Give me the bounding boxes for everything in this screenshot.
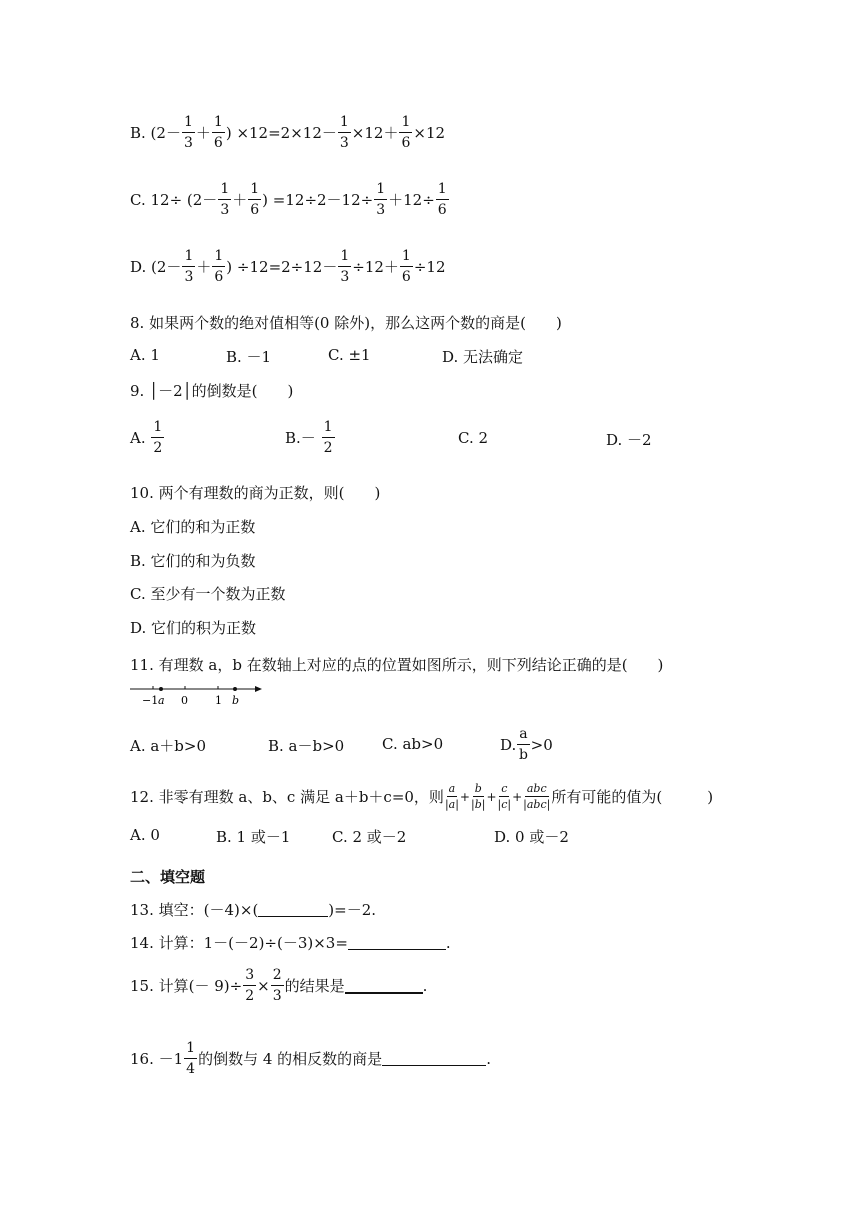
q10-stem: 10. 两个有理数的商为正数，则( ) [130,484,381,502]
fraction: $\frac{1}{6}$ [213,114,223,151]
point-a [159,687,163,691]
fraction: $\frac{a}{b}$ [518,726,528,763]
q8-option-d: D. 无法确定 [442,348,524,366]
fraction: $\frac{3}{2}$ [245,967,255,1004]
fraction: $\frac{1}{3}$ [339,114,349,151]
arrow-right-icon [255,686,262,692]
fraction: $\frac{1}{6}$ [437,181,447,218]
q7-option-c: C. 12÷ (2－ $\frac{1}{3}$ ＋ $\frac{1}{6}$ ) =12÷2－12÷ $\frac{1}{3}$ ＋12÷ $\frac{1}{6}$ [130,181,447,218]
q9-option-d: D. －2 [606,431,652,449]
q7-option-d: D. (2－ $\frac{1}{3}$ ＋ $\frac{1}{6}$ ) ÷12=2÷12－ $\frac{1}{3}$ ÷12＋ $\frac{1}{6}$ ÷12 [130,248,446,285]
q7-option-b: B. (2－ $\frac{1}{3}$ ＋ $\frac{1}{6}$ ) ×12=2×12－ $\frac{1}{3}$ ×12＋ $\frac{1}{6}$ ×12 [130,114,446,151]
q8-option-c: C. ±1 [328,346,371,364]
q11-option-b: B. a－b>0 [268,737,345,755]
text: B. (2－ [130,124,181,142]
q10-option-d: D. 它们的积为正数 [130,619,257,637]
q9-option-a: A. $\frac{1}{2}$ [130,419,163,456]
answer-blank[interactable] [382,1051,486,1066]
fraction: $\frac{1}{3}$ [184,248,194,285]
q11-option-c: C. ab>0 [382,735,444,753]
section-heading: 二、填空题 [130,868,206,886]
fraction: $\frac{a}{|a|}$ [444,782,459,811]
q8-stem: 8. 如果两个数的绝对值相等(0 除外)，那么这两个数的商是( ) [130,314,562,332]
fraction: $\frac{1}{6}$ [214,248,224,285]
q10-option-c: C. 至少有一个数为正数 [130,585,286,603]
q11-option-a: A. a＋b>0 [130,737,207,755]
q9-option-b: B.－ $\frac{1}{2}$ [285,419,333,456]
q12-option-a: A. 0 [130,826,160,844]
point-b [233,687,237,691]
label-one: 1 [215,694,222,707]
q16: 16. －1 $\frac{1}{4}$ 的倒数与 4 的相反数的商是 . [130,1040,491,1077]
label-a: a [158,694,165,707]
number-line-figure [128,680,268,708]
answer-blank[interactable] [345,978,423,994]
q14: 14. 计算：1－(－2)÷(－3)×3= . [130,933,451,952]
fraction: $\frac{1}{3}$ [220,181,230,218]
fraction: $\frac{1}{3}$ [376,181,386,218]
fraction: $\frac{\text{abc}}{\text{|abc|}}$ [523,782,551,811]
q9-option-c: C. 2 [458,429,489,447]
label-minus-one: −1 [142,694,159,707]
fraction: $\frac{b}{|b|}$ [470,782,486,811]
q11-option-d: D. $\frac{a}{b}$ >0 [500,726,553,763]
fraction: $\frac{1}{6}$ [401,114,411,151]
fraction: $\frac{1}{6}$ [250,181,260,218]
fraction: $\frac{1}{2}$ [153,419,163,456]
q11-stem: 11. 有理数 a，b 在数轴上对应的点的位置如图所示，则下列结论正确的是( ) [130,656,664,674]
fraction: $\frac{1}{4}$ [186,1040,196,1077]
q9-stem: 9. │－2│的倒数是( ) [130,382,294,400]
fraction: $\frac{c}{|c|}$ [497,782,512,811]
fraction: $\frac{1}{2}$ [323,419,333,456]
fraction: $\frac{1}{6}$ [401,248,411,285]
q12-option-b: B. 1 或－1 [216,828,291,846]
label-b: b [232,694,240,707]
q13: 13. 填空：(－4)×( )=－2. [130,901,377,919]
q15: 15. 计算(－ 9)÷ $\frac{3}{2}$ × $\frac{2}{3}$ 的结果是 . [130,967,428,1004]
q10-option-a: A. 它们的和为正数 [130,518,256,536]
q8-option-a: A. 1 [130,346,160,364]
q10-option-b: B. 它们的和为负数 [130,552,256,570]
label-zero: 0 [181,694,188,707]
fraction: $\frac{1}{3}$ [340,248,350,285]
q12-stem: 12. 非零有理数 a、b、c 满足 a＋b＋c=0，则 $\frac{a}{|a|}$ + $\frac{b}{|b|}$ + $\frac{c}{|c|}$ + $\frac{\text{abc}}{\text{|abc|}}$ 所有可能的值为( ) [130,782,714,811]
q12-option-c: C. 2 或－2 [332,828,407,846]
fraction: $\frac{1}{3}$ [183,114,193,151]
fraction: $\frac{2}{3}$ [272,967,282,1004]
q12-option-d: D. 0 或－2 [494,828,569,846]
answer-blank[interactable] [258,902,328,917]
q8-option-b: B. －1 [226,348,272,366]
answer-blank[interactable] [348,935,446,950]
